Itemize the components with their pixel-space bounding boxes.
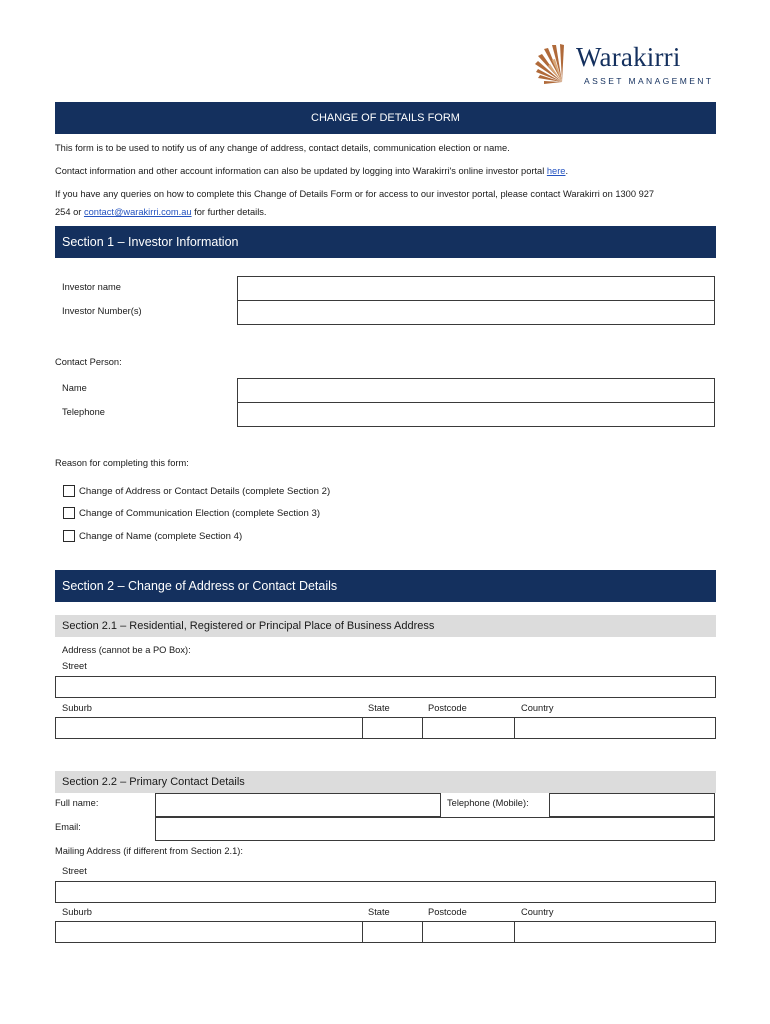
section-2-2-header: Section 2.2 – Primary Contact Details [55,771,716,793]
intro-paragraph-3: If you have any queries on how to complete this Change of Details Form or for access to our investor portal, please contact Warakirri on 1300 927 254 or contact@warakirri.com.au for further details. [55,189,655,217]
reason-label: Reason for completing this form: [55,458,189,468]
intro-paragraph-1: This form is to be used to notify us of any change of address, contact details, communication election or name. [55,143,510,153]
mailing-country-label: Country [521,907,554,917]
contact-telephone-input[interactable] [237,402,715,427]
contact-email-link[interactable]: contact@warakirri.com.au [83,207,192,217]
telephone-mobile-label: Telephone (Mobile): [447,798,529,808]
state-input[interactable] [362,717,423,739]
section-2-1-header: Section 2.1 – Residential, Registered or Principal Place of Business Address [55,615,716,637]
investor-name-input[interactable] [237,276,715,301]
country-label: Country [521,703,554,713]
mailing-suburb-label: Suburb [62,907,92,917]
postcode-label: Postcode [428,703,467,713]
email-label: Email: [55,822,81,832]
contact-name-input[interactable] [237,378,715,403]
mailing-street-input[interactable] [55,881,716,903]
form-title: CHANGE OF DETAILS FORM [55,102,716,134]
suburb-label: Suburb [62,703,92,713]
mailing-address-label: Mailing Address (if different from Section 2.1): [55,846,243,856]
checkbox[interactable] [63,507,75,519]
reason-option-communication[interactable]: Change of Communication Election (complete Section 3) [63,507,320,519]
street-input[interactable] [55,676,716,698]
state-label: State [368,703,390,713]
suburb-input[interactable] [55,717,363,739]
mailing-country-input[interactable] [514,921,716,943]
checkbox[interactable] [63,485,75,497]
mailing-street-label: Street [62,866,87,876]
portal-link[interactable]: here [546,166,566,176]
fullname-label: Full name: [55,798,99,808]
contact-person-label: Contact Person: [55,357,122,367]
intro-paragraph-2: Contact information and other account information can also be updated by logging into Warakirri's online investor portal here. [55,166,569,176]
contact-telephone-label: Telephone [62,407,105,417]
logo-wordmark: Warakirri [576,42,681,72]
mailing-postcode-input[interactable] [422,921,515,943]
mailing-state-input[interactable] [362,921,423,943]
address-label: Address (cannot be a PO Box): [62,645,191,655]
postcode-input[interactable] [422,717,515,739]
investor-number-input[interactable] [237,300,715,325]
country-input[interactable] [514,717,716,739]
contact-name-label: Name [62,383,87,393]
section-2-header: Section 2 – Change of Address or Contact Details [55,570,716,602]
telephone-mobile-input[interactable] [549,793,715,817]
email-input[interactable] [155,817,715,841]
street-label: Street [62,661,87,671]
warakirri-logo [532,40,722,92]
fan-logo-icon [532,42,576,90]
reason-option-name[interactable]: Change of Name (complete Section 4) [63,530,242,542]
section-1-header: Section 1 – Investor Information [55,226,716,258]
reason-option-address[interactable]: Change of Address or Contact Details (complete Section 2) [63,485,330,497]
investor-name-label: Investor name [62,282,121,292]
investor-number-label: Investor Number(s) [62,306,142,316]
logo-tagline: ASSET MANAGEMENT [584,76,714,86]
fullname-input[interactable] [155,793,441,817]
mailing-state-label: State [368,907,390,917]
mailing-suburb-input[interactable] [55,921,363,943]
mailing-postcode-label: Postcode [428,907,467,917]
checkbox[interactable] [63,530,75,542]
